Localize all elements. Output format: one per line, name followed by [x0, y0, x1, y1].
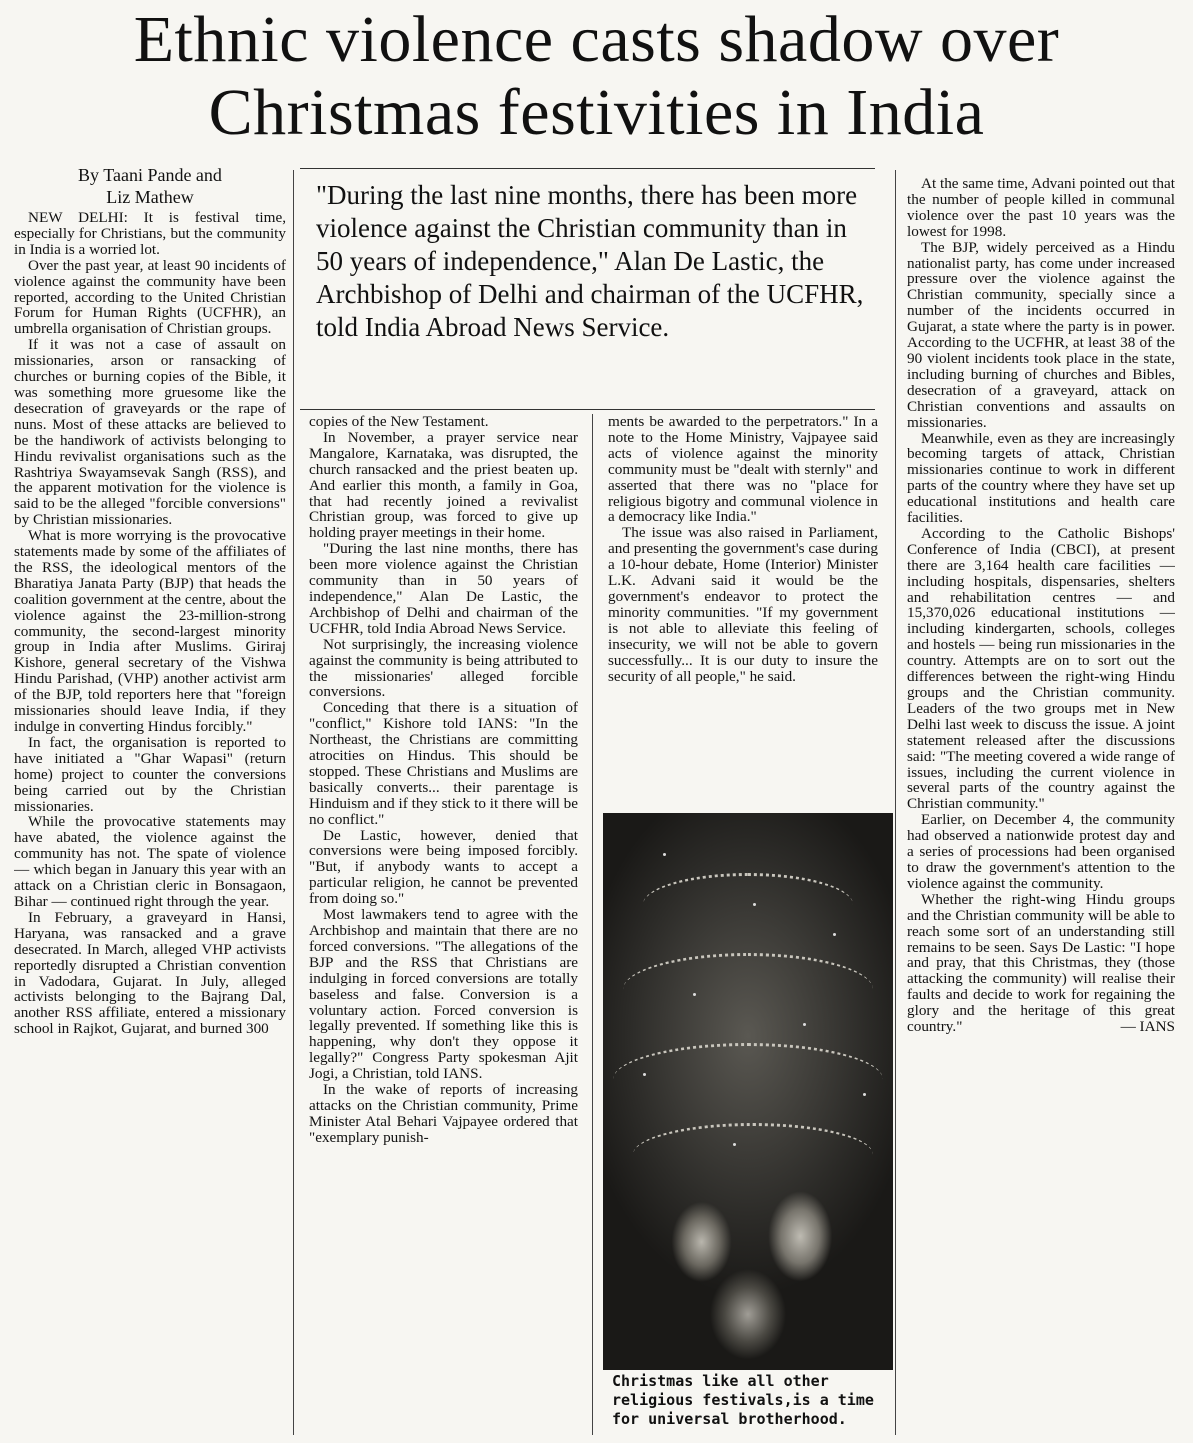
paragraph: Conceding that there is a situation of "conflict," Kishore told IANS: "In the Northeast, the Christians are committing atrocities on Hindus. This should be stopped. These Christians and Muslims are basically converts... their parentage is Hinduism and if they stick to it there will be no conflict." [309, 699, 578, 828]
byline-line-1: By Taani Pande and [78, 165, 222, 185]
column-rule [293, 170, 294, 1435]
paragraph: Over the past year, at least 90 incidents of violence against the community have been reported, according to the United Christian Forum for Human Rights (UCFHR), an umbrella organisation of Christian groups. [14, 256, 286, 338]
paragraph: The BJP, widely perceived as a Hindu nationalist party, has come under increased pressure over the violence against the Christian community, specially since a number of the incidents occurred in Gujarat, a state where the party is in power. According to the UCFHR, at least 38 of the 90 violent incidents took place in the state, including burning of churches and Bibles, desecration of a graveyard, attack on Christian conventions and assaults on missionaries. [907, 238, 1175, 431]
paragraph: NEW DELHI: It is festival time, especially for Christians, but the community in India is a worried lot. [14, 209, 286, 258]
paragraph: If it was not a case of assault on missionaries, arson or ransacking of churches or burning copies of the Bible, it was something more gruesome like the desecration of graveyards or the rape of nuns. Most of these attacks are believed to be the handiwork of activists belonging to Hindu revivalist organisations such as the Rashtriya Swayamsevak Sangh (RSS), and the apparent motivation for the violence is said to be the alleged "forcible conversions" by Christian missionaries. [14, 336, 286, 529]
paragraph: According to the Catholic Bishops' Conference of India (CBCI), at present there are 3,164 health care facilities — including hospitals, dispensaries, shelters and rehabilitation centres — and 15,370,026 educational institutions — including kindergarten, schools, colleges and hostels — being run missionaries in the country. Attempts are on to sort out the differences between the right-wing Hindu groups and the Christian community. Leaders of the two groups met in New Delhi last week to discuss the issue. A joint statement released after the discussions said: "The meeting covered a wide range of issues, including the current violence in several parts of the country against the Christian community." [907, 524, 1175, 813]
pull-quote: "During the last nine months, there has been more violence against the Christian community than in 50 years of independence," Alan De Lastic, the Archbishop of Delhi and chairman of the UCFHR, told India Abroad News Service. [300, 168, 875, 410]
paragraph: In fact, the organisation is reported to have initiated a "Ghar Wapasi" (return home) project to counter the conversions being carried out by the Christian missionaries. [14, 733, 286, 815]
paragraph: De Lastic, however, denied that conversions were being imposed forcibly. "But, if anybody wants to accept a particular religion, he cannot be prevented from doing so." [309, 826, 578, 908]
paragraph: In February, a graveyard in Hansi, Haryana, was ransacked and a grave desecrated. In March, alleged VHP activists reportedly disrupted a Christian convention in Vadodara, Gujarat. In July, alleged activists belonging to the Bajrang Dal, another RSS affiliate, entered a missionary school in Rajkot, Gujarat, and burned 300 [14, 908, 286, 1038]
paragraph: Most lawmakers tend to agree with the Archbishop and maintain that there are no forced conversions. "The allegations of the BJP and the RSS that Christians are indulging in forced conversions are totally baseless and false. Conversion is a voluntary action. Forced conversion is legally prevented. If something like this is happening, why don't they oppose it legally?" Congress Party spokesman Ajit Jogi, a Christian, told IANS. [309, 906, 578, 1083]
byline-line-2: Liz Mathew [106, 187, 194, 207]
paragraph: In November, a prayer service near Mangalore, Karnataka, was disrupted, the church ransacked and the priest beaten up. And earlier this month, a family in Goa, that had recently joined a revivalist Christian group, was forced to give up holding prayer meetings in their home. [309, 428, 578, 542]
column-rule [592, 414, 593, 1435]
paragraph: While the provocative statements may have abated, the violence against the community has not. The spate of violence — which began in January this year with an attack on a Christian cleric in Bonsagaon, Bihar — continued right through the year. [14, 813, 286, 910]
paragraph: copies of the New Testament. [309, 414, 489, 430]
paragraph: Whether the right-wing Hindu groups and the Christian community will be able to reach some sort of an understanding still remains to be seen. Says De Lastic: "I hope and pray, that this Christmas, they (those attacking the community) will realise their faults and decide to work for regaining the glory and the heritage of this great country." — IANS [907, 890, 1175, 1036]
paragraph: ments be awarded to the perpetrators." In a note to the Home Ministry, Vajpayee said acts of violence against the minority community must be "dealt with sternly" and asserted that there was no "place for religious bigotry and communal violence in a democracy like India." [608, 414, 878, 526]
credit: — IANS [1120, 1018, 1175, 1036]
column-rule [895, 170, 896, 1435]
paragraph: Earlier, on December 4, the community had observed a nationwide protest day and a series of processions had been organised to draw the government's attention to the violence against the community. [907, 811, 1175, 892]
paragraph: Meanwhile, even as they are increasingly becoming targets of attack, Christian missionaries continue to work in different parts of the country where they have set up educational institutions and health care facilities. [907, 429, 1175, 527]
paragraph: In the wake of reports of increasing attacks on the Christian community, Prime Minister Atal Behari Vajpayee ordered that "exemplary punish- [309, 1081, 578, 1146]
paragraph: "During the last nine months, there has been more violence against the Christian community than in 50 years of independence," Alan De Lastic, the Archbishop of Delhi and chairman of the UCFHR, told India Abroad News Service. [309, 540, 578, 637]
article-column-1 [14, 164, 286, 1439]
paragraph: What is more worrying is the provocative statements made by some of the affiliates of the RSS, the ideological mentors of the Bharatiya Janata Party (BJP) that heads the coalition government at the centre, about the violence against the 23-million-strong community, the second-largest minority group in India after Muslims. Giriraj Kishore, general secretary of the Vishwa Hindu Parishad, (VHP) another activist arm of the BJP, told reporters here that "foreign missionaries should leave India, if they indulge in converting Hindus forcibly." [14, 527, 286, 735]
paragraph: At the same time, Advani pointed out that the number of people killed in communal violence over the past 10 years was the lowest for 1998. [907, 176, 1175, 240]
photo-caption: Christmas like all other religious festivals,is a time for universal brotherhood. [612, 1372, 874, 1428]
article-column-3 [608, 414, 878, 806]
byline [14, 164, 286, 208]
headline: Ethnic violence casts shadow over Christmas festivities in India [133, 3, 1060, 149]
paragraph: The issue was also raised in Parliament, and presenting the government's case during a 10-hour debate, Home (Interior) Minister L.K. Advani said it would be the government's endeavor to protect the minority communities. "If my government is not able to alleviate this feeling of insecurity, we will not be able to govern successfully... It is our duty to insure the security of all people," he said. [608, 524, 878, 685]
christmas-tree-photo [603, 813, 893, 1370]
article-column-2 [309, 414, 578, 1439]
article-column-4 [907, 176, 1175, 1439]
paragraph: Not surprisingly, the increasing violence against the community is being attributed to the missionaries' alleged forcible conversions. [309, 635, 578, 701]
